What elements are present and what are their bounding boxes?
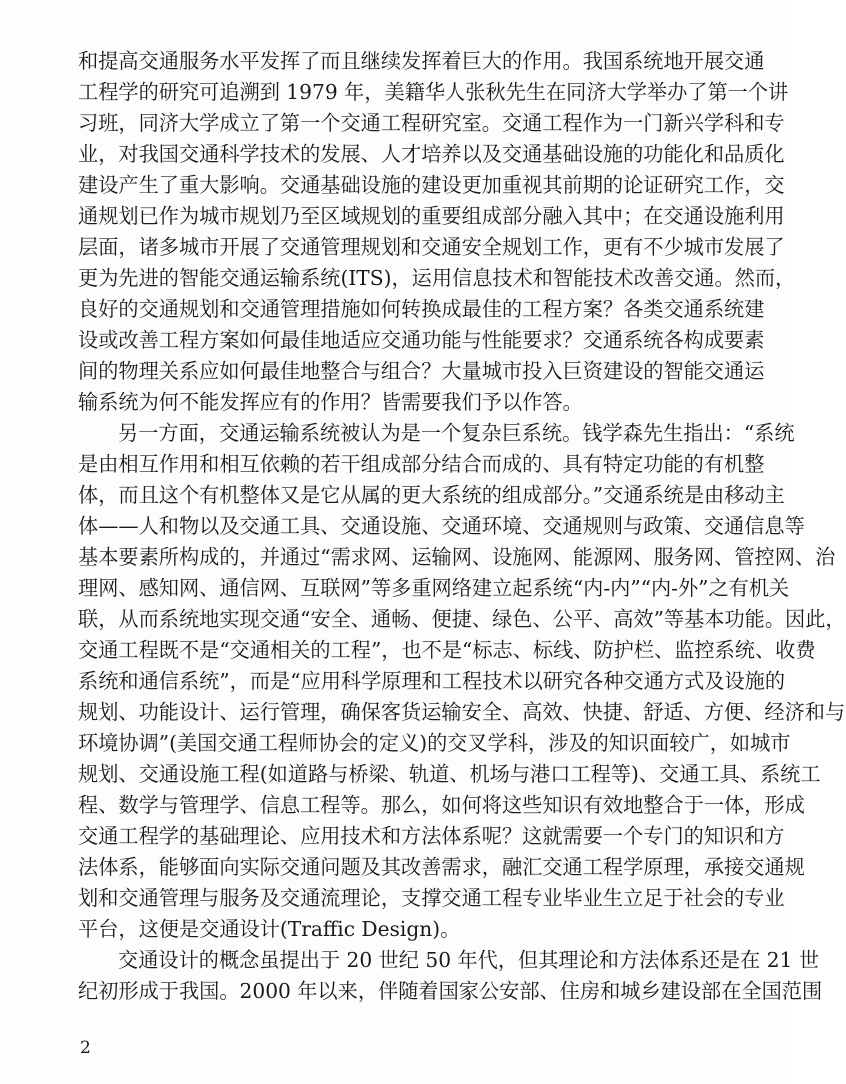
text-line: 基本要素所构成的，并通过“需求网、运输网、设施网、能源网、服务网、管控网、治 [78,545,836,569]
text-line: 体，而且这个有机整体又是它从属的更大系统的组成部分。”交通系统是由移动主 [78,483,785,507]
text-line: 环境协调”(美国交通工程师协会的定义)的交叉学科，涉及的知识面较广，如城市 [78,731,791,755]
paragraph [78,418,846,945]
text-line: 间的物理关系应如何最佳地整合与组合？大量城市投入巨资建设的智能交通运 [78,359,765,383]
text-line: 业，对我国交通科学技术的发展、人才培养以及交通基础设施的功能化和品质化 [78,142,785,166]
paragraph [78,945,823,1007]
text-line: 习班，同济大学成立了第一个交通工程研究室。交通工程作为一门新兴学科和专 [78,111,785,135]
text-line: 交通设计的概念虽提出于 20 世纪 50 年代，但其理论和方法体系还是在 21 世 [118,948,820,972]
text-line: 层面，诸多城市开展了交通管理规划和交通安全规划工作，更有不少城市发展了 [78,235,785,259]
page-number: 2 [80,1038,91,1058]
text-line: 体——人和物以及交通工具、交通设施、交通环境、交通规则与政策、交通信息等 [78,514,805,538]
text-line: 通规划已作为城市规划乃至区域规划的重要组成部分融入其中；在交通设施利用 [78,204,785,228]
text-line: 规划、交通设施工程(如道路与桥梁、轨道、机场与港口工程等)、交通工具、系统工 [78,762,821,786]
text-line: 和提高交通服务水平发挥了而且继续发挥着巨大的作用。我国系统地开展交通 [78,49,765,73]
text-line: 输系统为何不能发挥应有的作用？皆需要我们予以作答。 [78,390,583,414]
text-line: 划和交通管理与服务及交通流理论，支撑交通工程专业毕业生立足于社会的专业 [78,886,785,910]
text-line: 法体系，能够面向实际交通问题及其改善需求，融汇交通工程学原理，承接交通规 [78,855,805,879]
text-line: 联，从而系统地实现交通“安全、通畅、便捷、绿色、公平、高效”等基本功能。因此， [78,607,846,631]
text-line: 系统和通信系统”，而是“应用科学原理和工程技术以研究各种交通方式及设施的 [78,669,786,693]
text-line: 是由相互作用和相互依赖的若干组成部分结合而成的、具有特定功能的有机整 [78,452,765,476]
text-line: 纪初形成于我国。2000 年以来，伴随着国家公安部、住房和城乡建设部在全国范围 [78,979,823,1003]
text-line: 工程学的研究可追溯到 1979 年，美籍华人张秋先生在同济大学举办了第一个讲 [78,80,789,104]
text-line: 良好的交通规划和交通管理措施如何转换成最佳的工程方案？各类交通系统建 [78,297,765,321]
text-line: 程、数学与管理学、信息工程等。那么，如何将这些知识有效地整合于一体，形成 [78,793,805,817]
text-line: 建设产生了重大影响。交通基础设施的建设更加重视其前期的论证研究工作，交 [78,173,785,197]
text-line: 规划、功能设计、运行管理，确保客货运输安全、高效、快捷、舒适、方便、经济和与 [78,700,846,724]
text-line: 平台，这便是交通设计(Traffic Design)。 [78,917,461,941]
text-line: 更为先进的智能交通运输系统(ITS)，运用信息技术和智能技术改善交通。然而， [78,266,796,290]
text-line: 设或改善工程方案如何最佳地适应交通功能与性能要求？交通系统各构成要素 [78,328,765,352]
paragraph [78,46,796,418]
body-text [78,46,846,1007]
text-line: 理网、感知网、通信网、互联网”等多重网络建立起系统“内-内”“内-外”之有机关 [78,576,790,600]
text-line: 另一方面，交通运输系统被认为是一个复杂巨系统。钱学森先生指出：“系统 [118,421,795,445]
text-line: 交通工程既不是“交通相关的工程”，也不是“标志、标线、防护栏、监控系统、收费 [78,638,816,662]
text-line: 交通工程学的基础理论、应用技术和方法体系呢？这就需要一个专门的知识和方 [78,824,785,848]
